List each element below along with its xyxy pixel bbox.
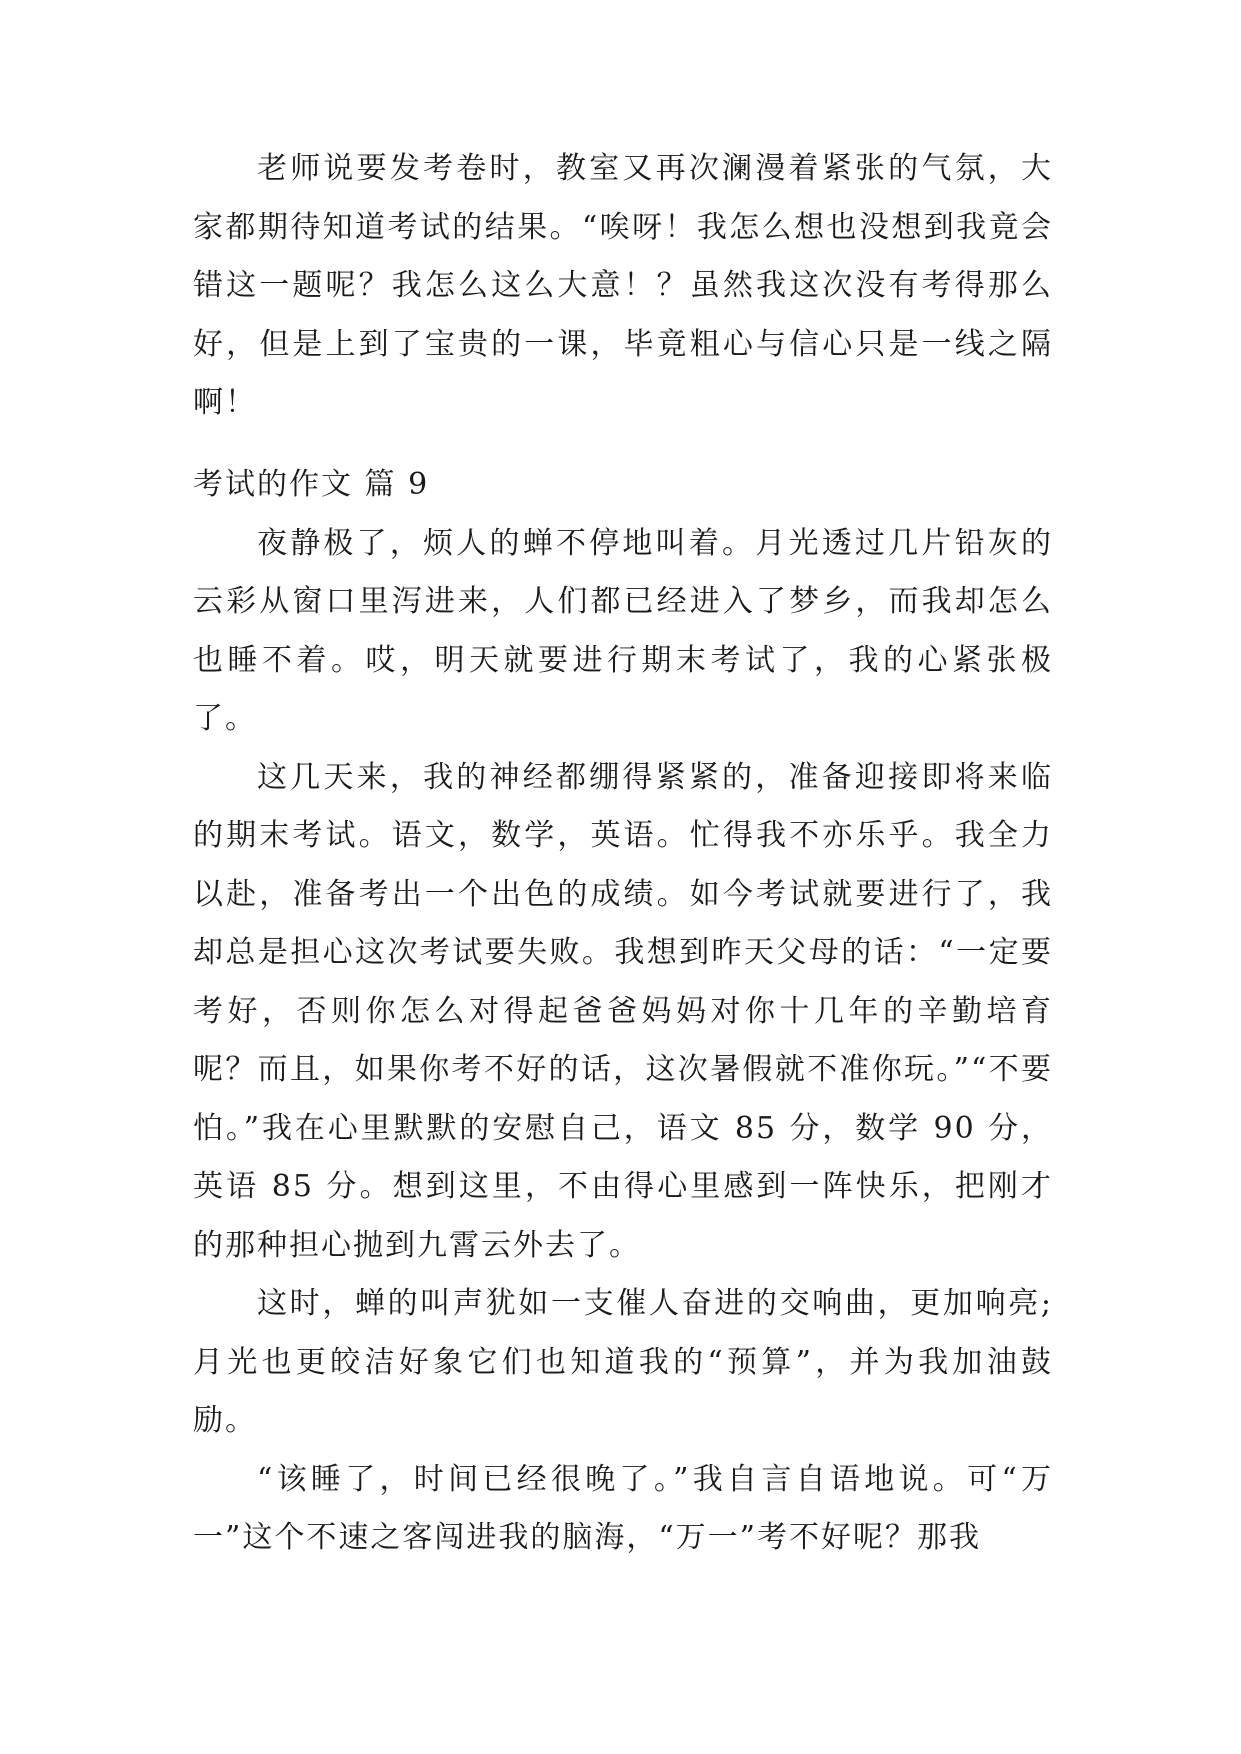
paragraph: “该睡了，时间已经很晚了。”我自言自语地说。可“万一”这个不速之客闯进我的脑海，“万一”考不好呢？那我 (193, 1461, 1053, 1555)
paragraph: 夜静极了，烦人的蝉不停地叫着。月光透过几片铅灰的云彩从窗口里泻进来，人们都已经进入了梦乡，而我却怎么也睡不着。哎，明天就要进行期末考试了，我的心紧张极了。 (193, 525, 1053, 736)
paragraph: 这几天来，我的神经都绷得紧紧的，准备迎接即将来临的期末考试。语文，数学，英语。忙得我不亦乐乎。我全力以赴，准备考出一个出色的成绩。如今考试就要进行了，我却总是担心这次考试要失败。我想到昨天父母的话：“一定要考好，否则你怎么对得起爸爸妈妈对你十几年的辛勤培育呢？而且，如果你考不好的话，这次暑假就不准你玩。”“不要怕。”我在心里默默的安慰自己，语文 85 分，数学 90 分，英语 85 分。想到这里，不由得心里感到一阵快乐，把刚才的那种担心抛到九霄云外去了。 (193, 759, 1053, 1263)
section-heading: 考试的作文 篇 9 (193, 467, 430, 502)
essay-section (193, 456, 1053, 1568)
intro-text-block (193, 140, 1053, 433)
intro-paragraph: 老师说要发考卷时，教室又再次澜漫着紧张的气氛，大家都期待知道考试的结果。“唉呀！我怎么想也没想到我竟会错这一题呢？我怎么这么大意！？虽然我这次没有考得那么好，但是上到了宝贵的一课，毕竟粗心与信心只是一线之隔啊！ (193, 151, 1053, 420)
paragraph: 这时，蝉的叫声犹如一支催人奋进的交响曲，更加响亮;月光也更皎洁好象它们也知道我的“预算”，并为我加油鼓励。 (193, 1286, 1053, 1438)
